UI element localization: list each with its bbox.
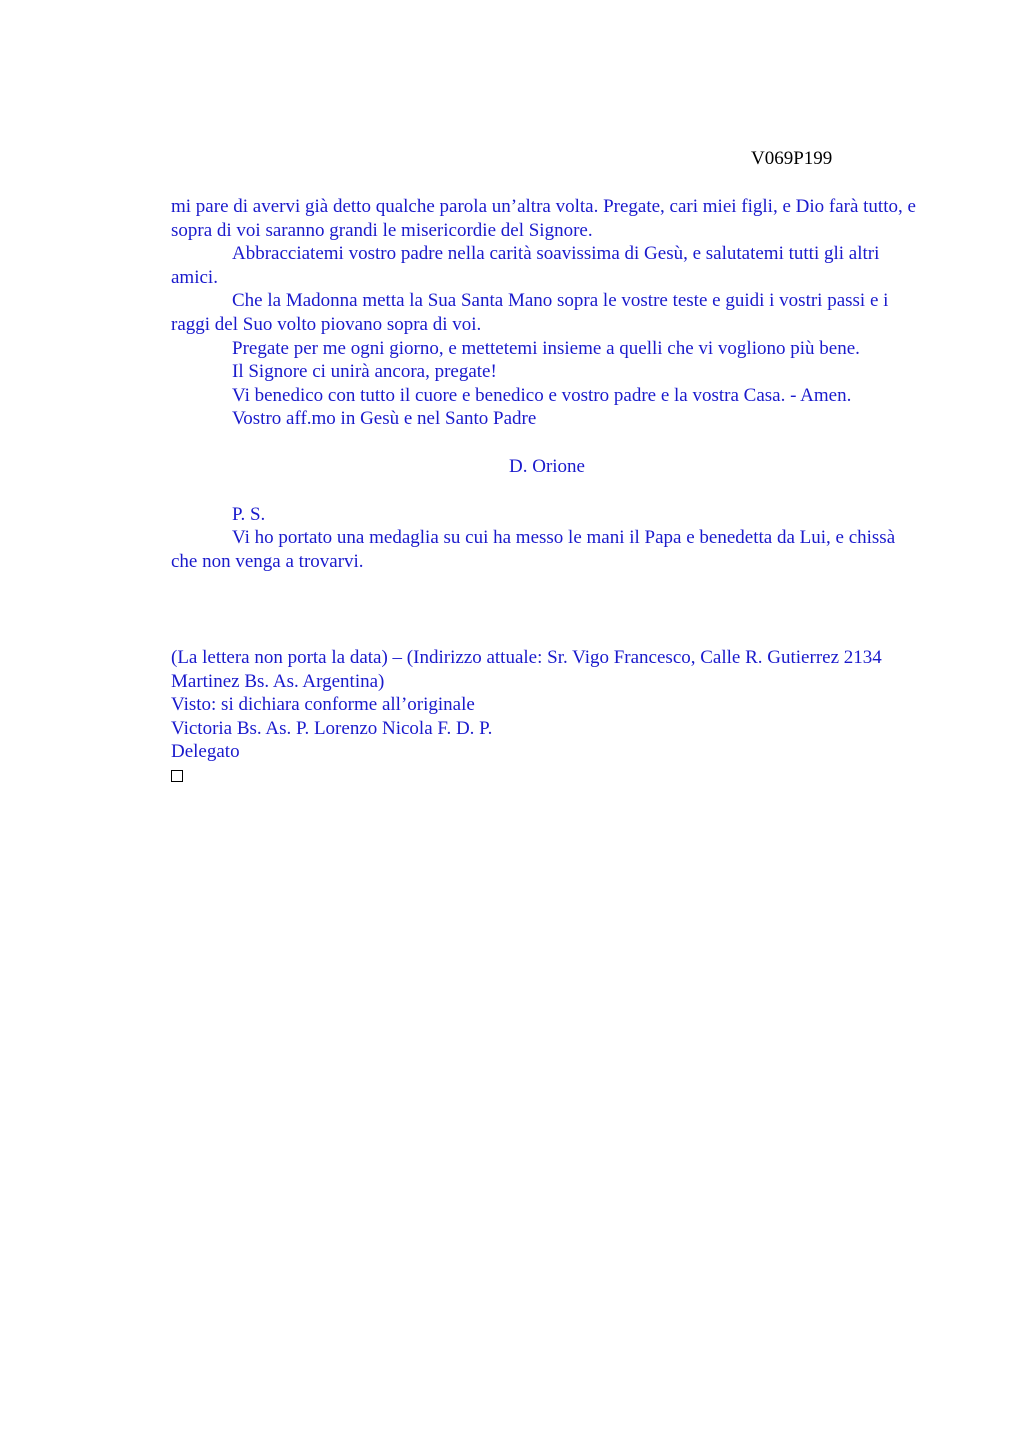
letter-paragraph-4: Pregate per me ogni giorno, e mettetemi insieme a quelli che vi vogliono più bene.	[232, 337, 860, 359]
letter-paragraph-1: mi pare di avervi già detto qualche parola un’altra volta. Pregate, cari miei figli, e Dio farà tutto, e sopra di voi saranno grandi le misericordie del Signore.	[171, 196, 916, 241]
postscript-label: P. S.	[232, 503, 266, 525]
letter-paragraph-6: Vi benedico con tutto il cuore e benedico e vostro padre e la vostra Casa. - Amen.	[232, 384, 852, 406]
letter-body	[171, 195, 923, 573]
page-id: V069P199	[751, 148, 833, 169]
empty-checkbox-icon	[171, 770, 183, 782]
letter-closing: Vostro aff.mo in Gesù e nel Santo Padre	[232, 408, 537, 430]
letter-signature: D. Orione	[509, 455, 585, 477]
letter-paragraph-3: Che la Madonna metta la Sua Santa Mano sopra le vostre teste e guidi i vostri passi e i raggi del Suo volto piovano sopra di voi.	[171, 290, 889, 335]
note-certification: Visto: si dichiara conforme all’originale	[171, 694, 475, 716]
note-date-address: (La lettera non porta la data) – (Indirizzo attuale: Sr. Vigo Francesco, Calle R. Gutierrez 2134 Martinez Bs. As. Argentina)	[171, 647, 882, 692]
letter-paragraph-5: Il Signore ci unirà ancora, pregate!	[232, 361, 497, 383]
postscript-text: Vi ho portato una medaglia su cui ha messo le mani il Papa e benedetta da Lui, e chissà che non venga a trovarvi.	[171, 527, 896, 572]
note-location-signatory: Victoria Bs. As. P. Lorenzo Nicola F. D. P.	[171, 717, 493, 739]
letter-paragraph-2: Abbracciatemi vostro padre nella carità soavissima di Gesù, e salutatemi tutti gli altri amici.	[171, 243, 880, 288]
note-delegate: Delegato	[171, 741, 240, 763]
footer-notes	[171, 646, 923, 789]
